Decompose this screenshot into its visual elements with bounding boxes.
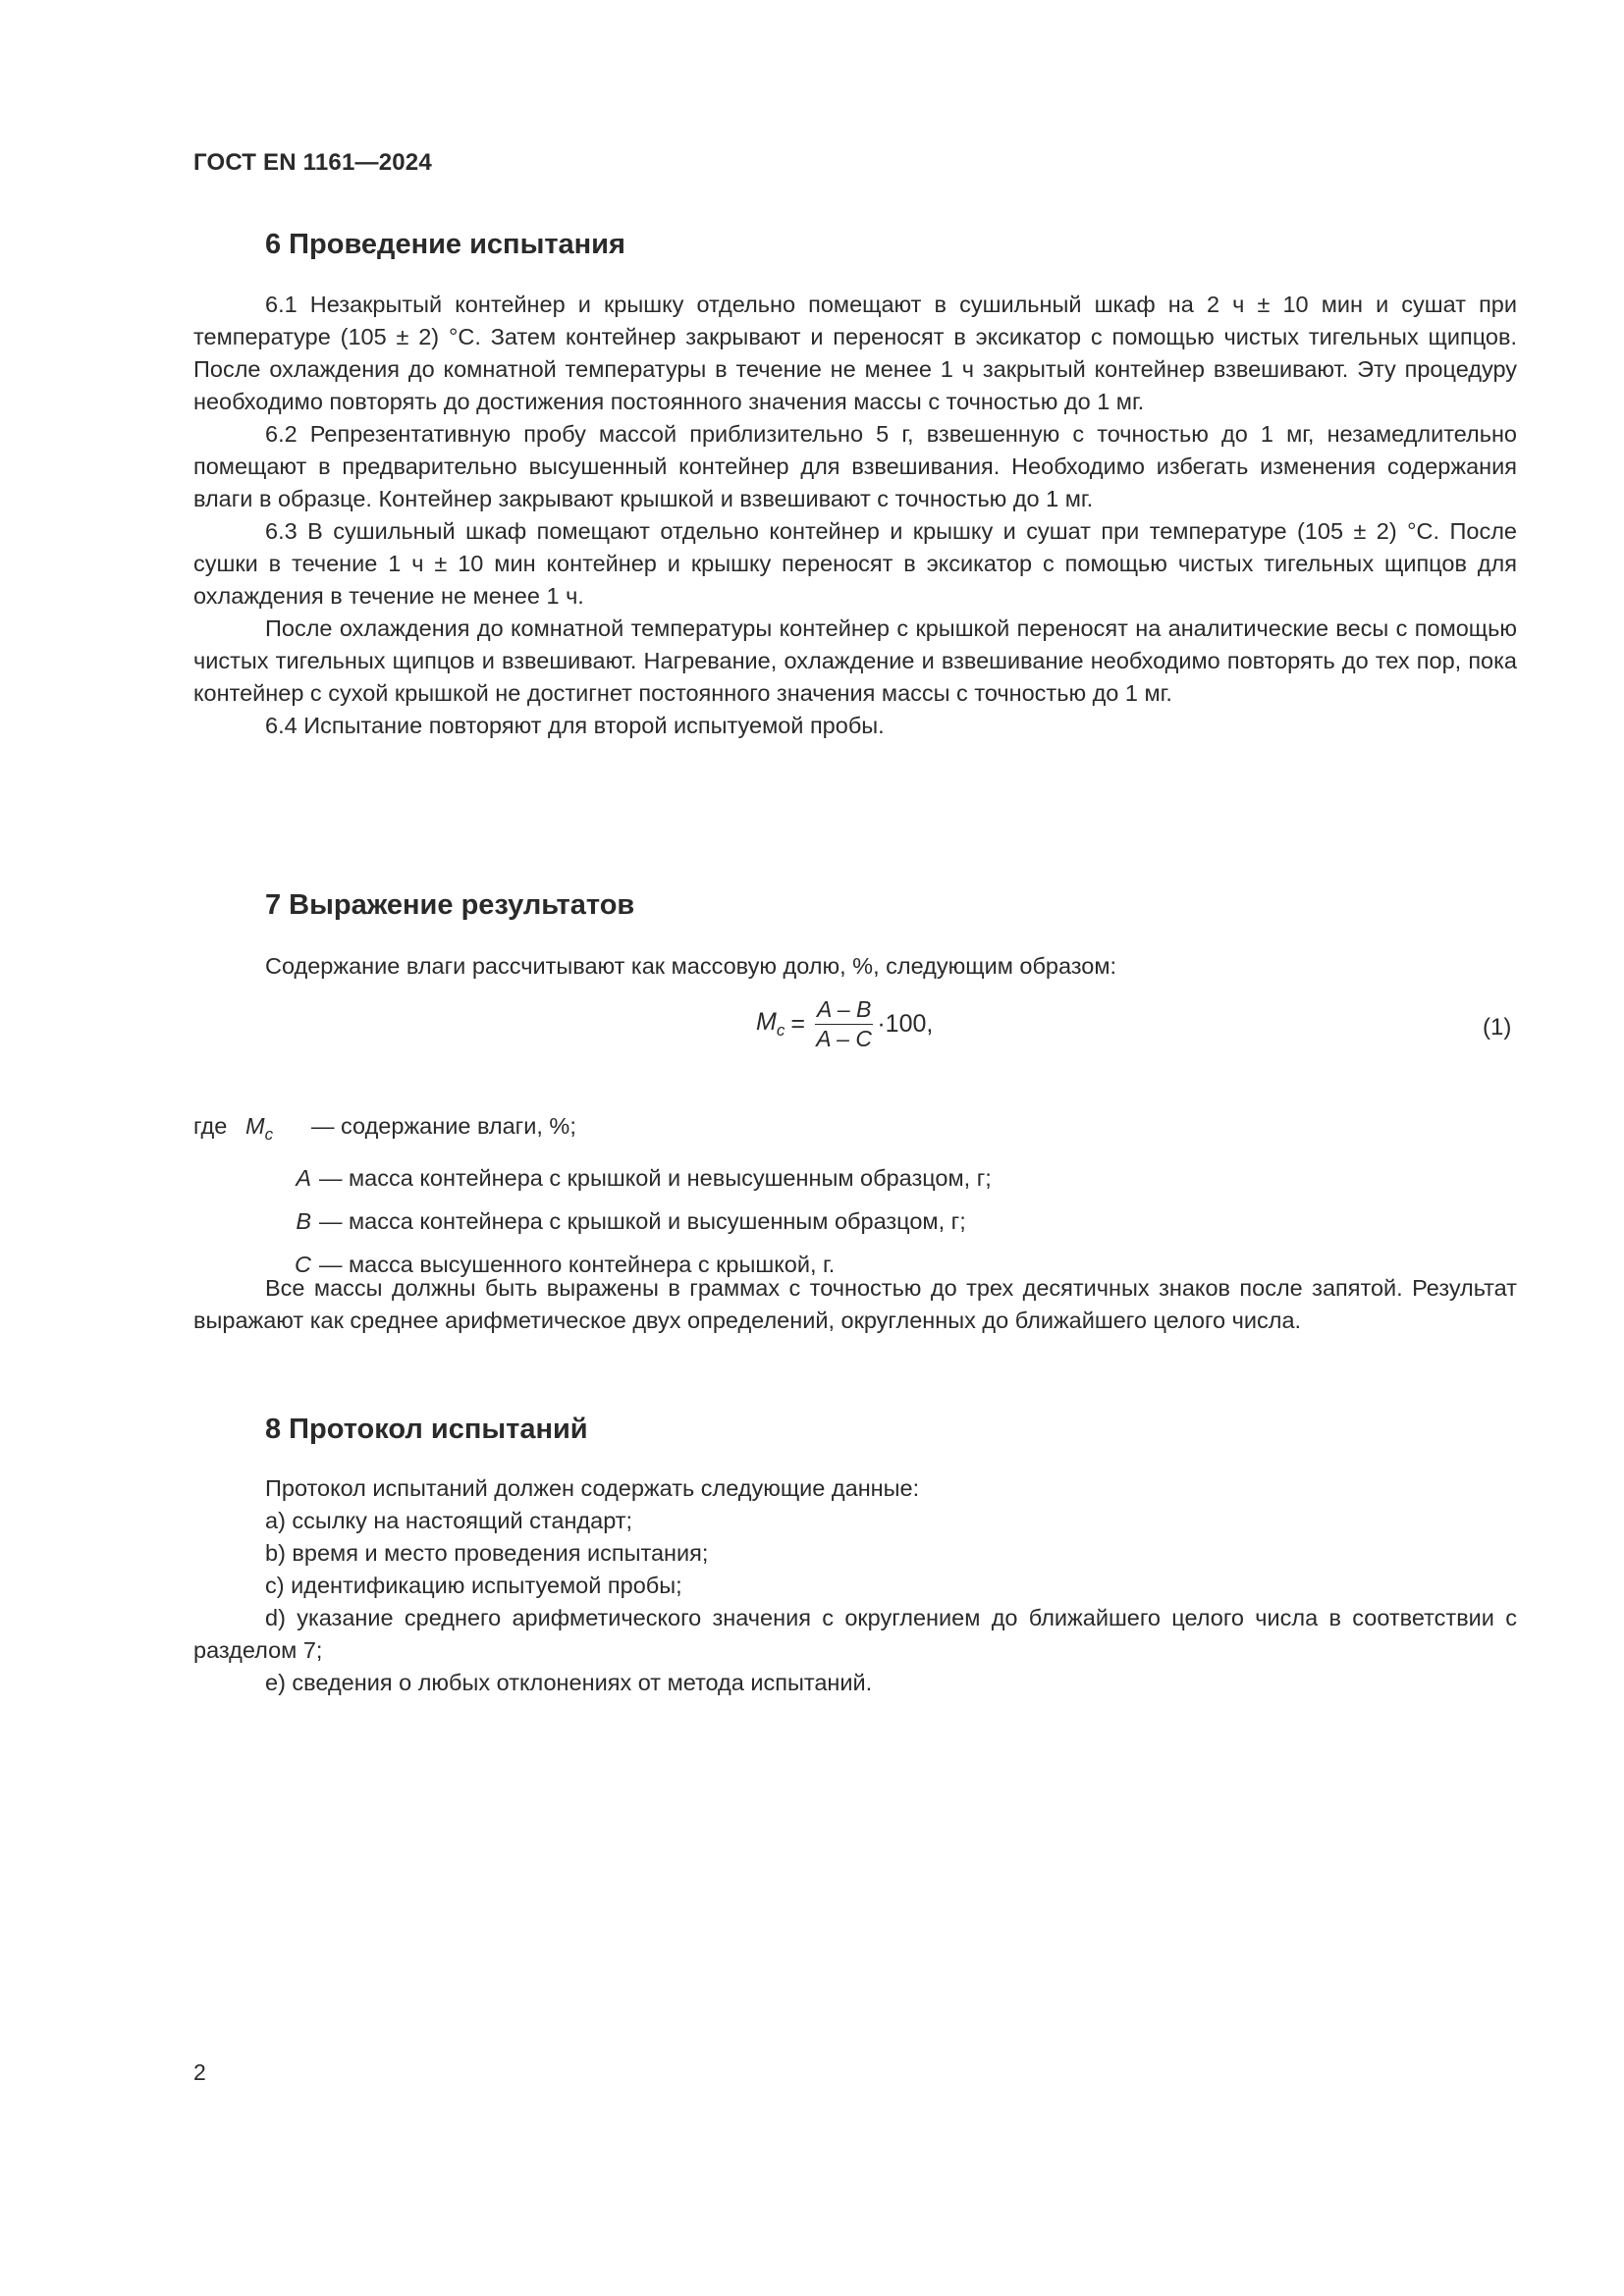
paragraph-6-1: 6.1 Незакрытый контейнер и крышку отдельно помещают в сушильный шкаф на 2 ч ± 10 мин и сушат при температуре (105 ± 2) °С. Затем контейнер закрывают и переносят в эксикатор с помощью чистых тигельных щипцов. После охлаждения до комнатной температуры в течение не менее 1 ч закрытый контейнер взвешивают. Эту процедуру необходимо повторять до достижения постоянного значения массы с точностью до 1 мг. bbox=[193, 292, 1517, 414]
formula-1 bbox=[756, 996, 933, 1052]
section-6-body bbox=[193, 289, 1517, 742]
page-number: 2 bbox=[193, 2059, 206, 2085]
definition-c: C — масса высушенного контейнера с крышкой, г. bbox=[295, 1252, 836, 1277]
section-7-note bbox=[193, 1272, 1517, 1337]
list-item-a: a) ссылку на настоящий стандарт; bbox=[265, 1508, 633, 1533]
list-item-c: c) идентификацию испытуемой пробы; bbox=[265, 1573, 682, 1598]
list-item-e: e) сведения о любых отклонениях от метода испытаний. bbox=[265, 1670, 873, 1695]
formula-numerator: A – B bbox=[815, 996, 873, 1025]
equation-number: (1) bbox=[1483, 1014, 1512, 1041]
section-8-body bbox=[193, 1472, 1517, 1699]
paragraph-6-2: 6.2 Репрезентативную пробу массой приблизительно 5 г, взвешенную с точностью до 1 мг, незамедлительно помещают в предварительно высушенный контейнер для взвешивания. Необходимо избегать изменения содержания влаги в образце. Контейнер закрывают крышкой и взвешивают с точностью до 1 мг. bbox=[193, 421, 1517, 511]
formula-definitions bbox=[193, 1104, 992, 1286]
section-7-note-text: Все массы должны быть выражены в граммах с точностью до трех десятичных знаков после запятой. Результат выражают как среднее арифметическое двух определений, округленных до ближайшего целого числа. bbox=[193, 1275, 1517, 1333]
section-7-title: 7 Выражение результатов bbox=[265, 889, 635, 921]
section-6-title: 6 Проведение испытания bbox=[265, 229, 625, 260]
section-7-intro bbox=[193, 950, 1517, 983]
definition-a: A — масса контейнера с крышкой и невысушенным образцом, г; bbox=[296, 1165, 992, 1191]
paragraph-6-4: 6.4 Испытание повторяют для второй испытуемой пробы. bbox=[265, 713, 885, 738]
paragraph-6-3: 6.3 В сушильный шкаф помещают отдельно контейнер и крышку и сушат при температуре (105 ± 2) °С. После сушки в течение 1 ч ± 10 мин контейнер и крышку переносят в эксикатор с помощью чистых тигельных щипцов для охлаждения в течение не менее 1 ч. bbox=[193, 518, 1517, 609]
formula-fraction bbox=[815, 996, 873, 1052]
list-item-d: d) указание среднего арифметического значения с округлением до ближайшего целого числа в соответствии с разделом 7; bbox=[193, 1605, 1517, 1663]
formula-denominator: A – C bbox=[816, 1026, 872, 1051]
paragraph-6-3-continued: После охлаждения до комнатной температуры контейнер с крышкой переносят на аналитические весы с помощью чистых тигельных щипцов и взвешивают. Нагревание, охлаждение и взвешивание необходимо повторять до тех пор, пока контейнер с сухой крышкой не достигнет постоянного значения массы с точностью до 1 мг. bbox=[193, 615, 1517, 706]
document-header: ГОСТ EN 1161—2024 bbox=[193, 149, 432, 176]
section-8-title: 8 Протокол испытаний bbox=[265, 1414, 588, 1445]
definition-mc: где $M_c$ — содержание влаги, %; bbox=[193, 1104, 992, 1156]
formula-equals: = bbox=[790, 1010, 805, 1038]
formula-lhs: $M_c$ bbox=[756, 1008, 785, 1040]
formula-multiplier: ·100, bbox=[877, 1010, 934, 1038]
list-item-b: b) время и место проведения испытания; bbox=[265, 1540, 709, 1566]
where-label: где bbox=[193, 1113, 228, 1139]
section-7-intro-text: Содержание влаги рассчитывают как массовую долю, %, следующим образом: bbox=[265, 953, 1117, 979]
section-8-intro: Протокол испытаний должен содержать следующие данные: bbox=[265, 1475, 920, 1501]
definition-b: B — масса контейнера с крышкой и высушенным образцом, г; bbox=[296, 1208, 966, 1234]
